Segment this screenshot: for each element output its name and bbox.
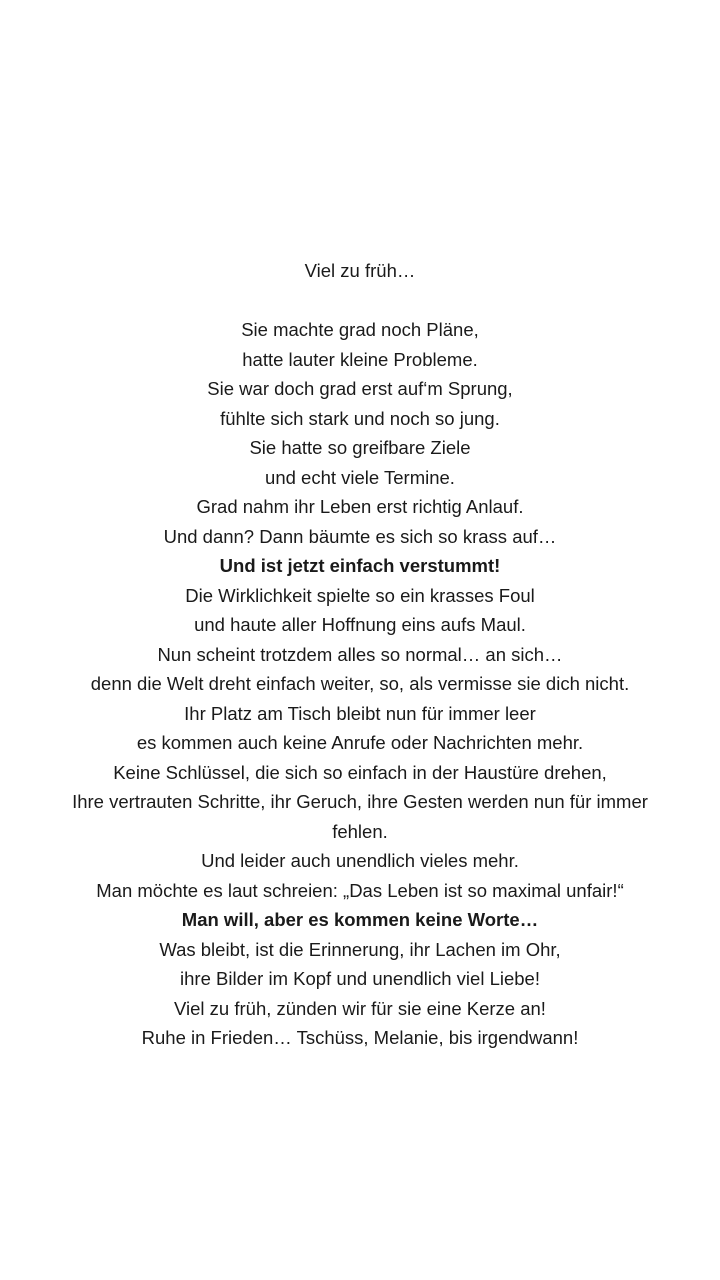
poem-line: Sie machte grad noch Pläne, xyxy=(241,319,479,340)
poem-line: fühlte sich stark und noch so jung. xyxy=(220,407,500,429)
poem-line: Und leider auch unendlich vieles mehr. xyxy=(201,850,519,871)
poem-line: Keine Schlüssel, die sich so einfach in der Haustüre drehen, xyxy=(113,761,607,783)
poem-line: hatte lauter kleine Probleme. xyxy=(242,348,478,370)
poem-line: und echt viele Termine. xyxy=(265,466,455,488)
poem-line: Viel zu früh, zünden wir für sie eine Kerze an! xyxy=(174,997,546,1019)
poem-title: Viel zu früh… xyxy=(304,260,416,281)
poem-line: Die Wirklichkeit spielte so ein krasses Foul xyxy=(185,584,535,606)
poem-line: Was bleibt, ist die Erinnerung, ihr Lachen im Ohr, xyxy=(159,938,561,960)
poem-line: ihre Bilder im Kopf und unendlich viel Liebe! xyxy=(180,968,540,989)
poem-line: Sie war doch grad erst auf‘m Sprung, xyxy=(207,378,513,399)
poem-line: Und dann? Dann bäumte es sich so krass auf… xyxy=(163,525,557,547)
poem-line: Ruhe in Frieden… Tschüss, Melanie, bis irgendwann! xyxy=(141,1027,579,1048)
poem-line: Ihr Platz am Tisch bleibt nun für immer leer xyxy=(184,702,536,724)
poem-line-emphasis: Man will, aber es kommen keine Worte… xyxy=(181,909,539,930)
stanza-spacer xyxy=(0,286,720,316)
poem-line: Sie hatte so greifbare Ziele xyxy=(249,437,471,458)
poem-line: Grad nahm ihr Leben erst richtig Anlauf. xyxy=(196,496,524,517)
poem-text xyxy=(0,256,720,1053)
poem-line-emphasis: Und ist jetzt einfach verstummt! xyxy=(219,555,501,576)
poem-line: denn die Welt dreht einfach weiter, so, als vermisse sie dich nicht. xyxy=(90,673,630,694)
poem-line: Ihre vertrauten Schritte, ihr Geruch, ihre Gesten werden nun für immer fehlen. xyxy=(72,791,648,842)
poem-line: Man möchte es laut schreien: „Das Leben ist so maximal unfair!“ xyxy=(96,879,624,901)
poem-line: es kommen auch keine Anrufe oder Nachrichten mehr. xyxy=(136,732,584,753)
poem-line: und haute aller Hoffnung eins aufs Maul. xyxy=(194,614,526,635)
poem-line: Nun scheint trotzdem alles so normal… an sich… xyxy=(157,643,563,665)
